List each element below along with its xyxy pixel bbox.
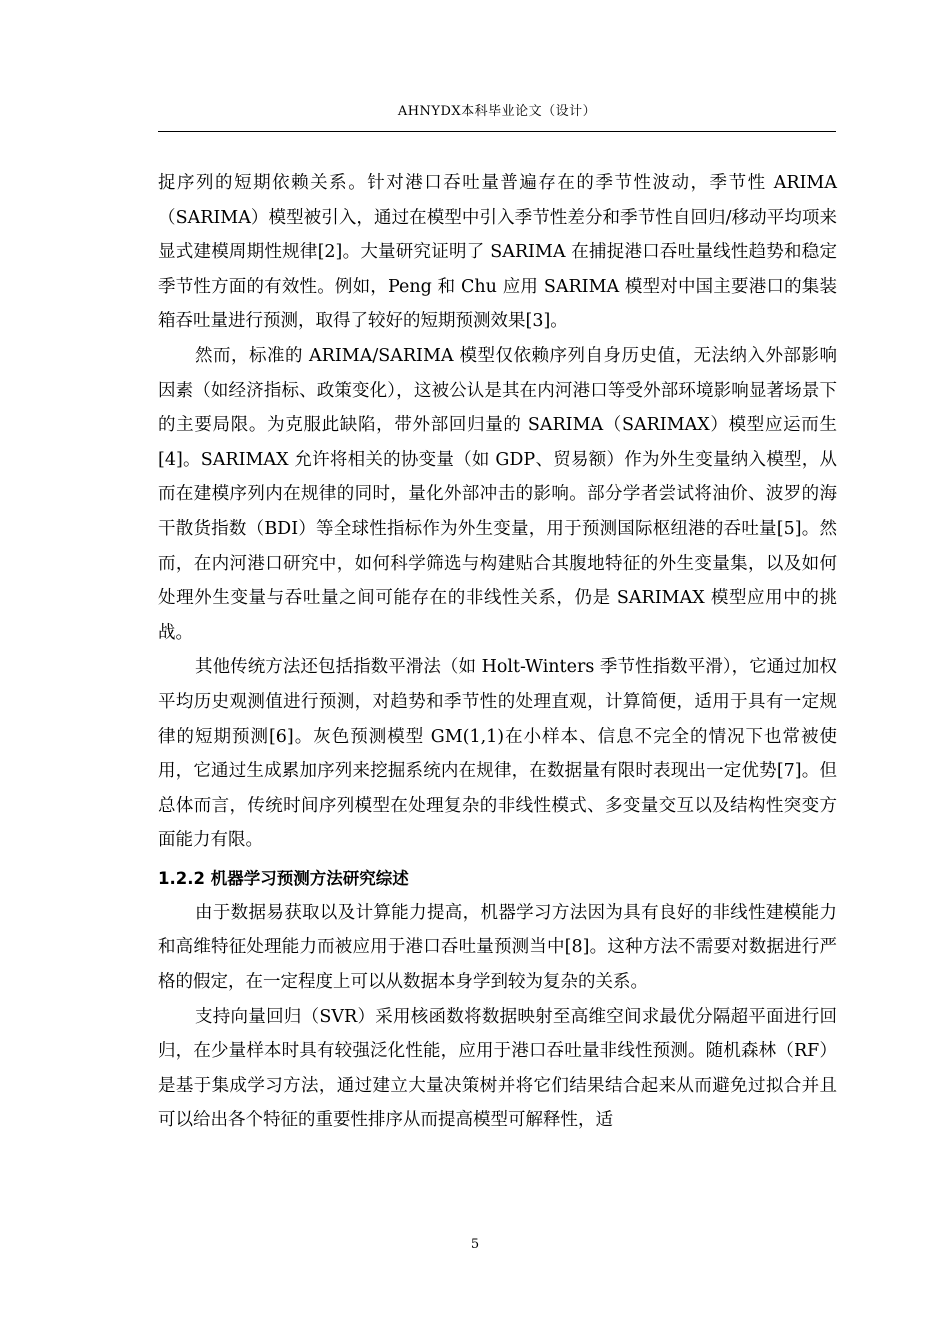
paragraph-sarima: 捉序列的短期依赖关系。针对港口吞吐量普遍存在的季节性波动，季节性 ARIMA（SARIMA）模型被引入，通过在模型中引入季节性差分和季节性自回归/移动平均项来显式建模周期性规律[2]。大量研究证明了 SARIMA 在捕捉港口吞吐量线性趋势和稳定季节性方面的有效性。例如，Peng 和 Chu 应用 SARIMA 模型对中国主要港口的集装箱吞吐量进行预测，取得了较好的短期预测效果[3]。 <box>158 173 837 332</box>
body-text <box>158 166 837 1138</box>
paragraph-svr-rf: 支持向量回归（SVR）采用核函数将数据映射至高维空间求最优分隔超平面进行回归，在少量样本时具有较强泛化性能，应用于港口吞吐量非线性预测。随机森林（RF）是基于集成学习方法，通过建立大量决策树并将它们结果结合起来从而避免过拟合并且可以给出各个特征的重要性排序从而提高模型可解释性，适 <box>158 1006 837 1131</box>
paragraph-machine-learning-intro: 由于数据易获取以及计算能力提高，机器学习方法因为具有良好的非线性建模能力和高维特征处理能力而被应用于港口吞吐量预测当中[8]。这种方法不需要对数据进行严格的假定，在一定程度上可以从数据本身学到较为复杂的关系。 <box>158 902 837 993</box>
paragraph-other-traditional-methods: 其他传统方法还包括指数平滑法（如 Holt-Winters 季节性指数平滑），它通过加权平均历史观测值进行预测，对趋势和季节性的处理直观，计算简便，适用于具有一定规律的短期预测[6]。灰色预测模型 GM(1,1)在小样本、信息不完全的情况下也常被使用，它通过生成累加序列来挖掘系统内在规律，在数据量有限时表现出一定优势[7]。但总体而言，传统时间序列模型在处理复杂的非线性模式、多变量交互以及结构性突变方面能力有限。 <box>158 657 837 851</box>
header-divider <box>158 131 836 132</box>
running-header: AHNYDX本科毕业论文（设计） <box>397 104 597 119</box>
section-heading: 1.2.2 机器学习预测方法研究综述 <box>158 868 409 888</box>
paragraph-sarimax: 然而，标准的 ARIMA/SARIMA 模型仅依赖序列自身历史值，无法纳入外部影响因素（如经济指标、政策变化），这被公认是其在内河港口等受外部环境影响显著场景下的主要局限。为克服此缺陷，带外部回归量的 SARIMA（SARIMAX）模型应运而生[4]。SARIMAX 允许将相关的协变量（如 GDP、贸易额）作为外生变量纳入模型，从而在建模序列内在规律的同时，量化外部冲击的影响。部分学者尝试将油价、波罗的海干散货指数（BDI）等全球性指标作为外生变量，用于预测国际枢纽港的吞吐量[5]。然而，在内河港口研究中，如何科学筛选与构建贴合其腹地特征的外生变量集，以及如何处理外生变量与吞吐量之间可能存在的非线性关系，仍是 SARIMAX 模型应用中的挑战。 <box>158 345 837 643</box>
page-number: 5 <box>470 1237 480 1252</box>
